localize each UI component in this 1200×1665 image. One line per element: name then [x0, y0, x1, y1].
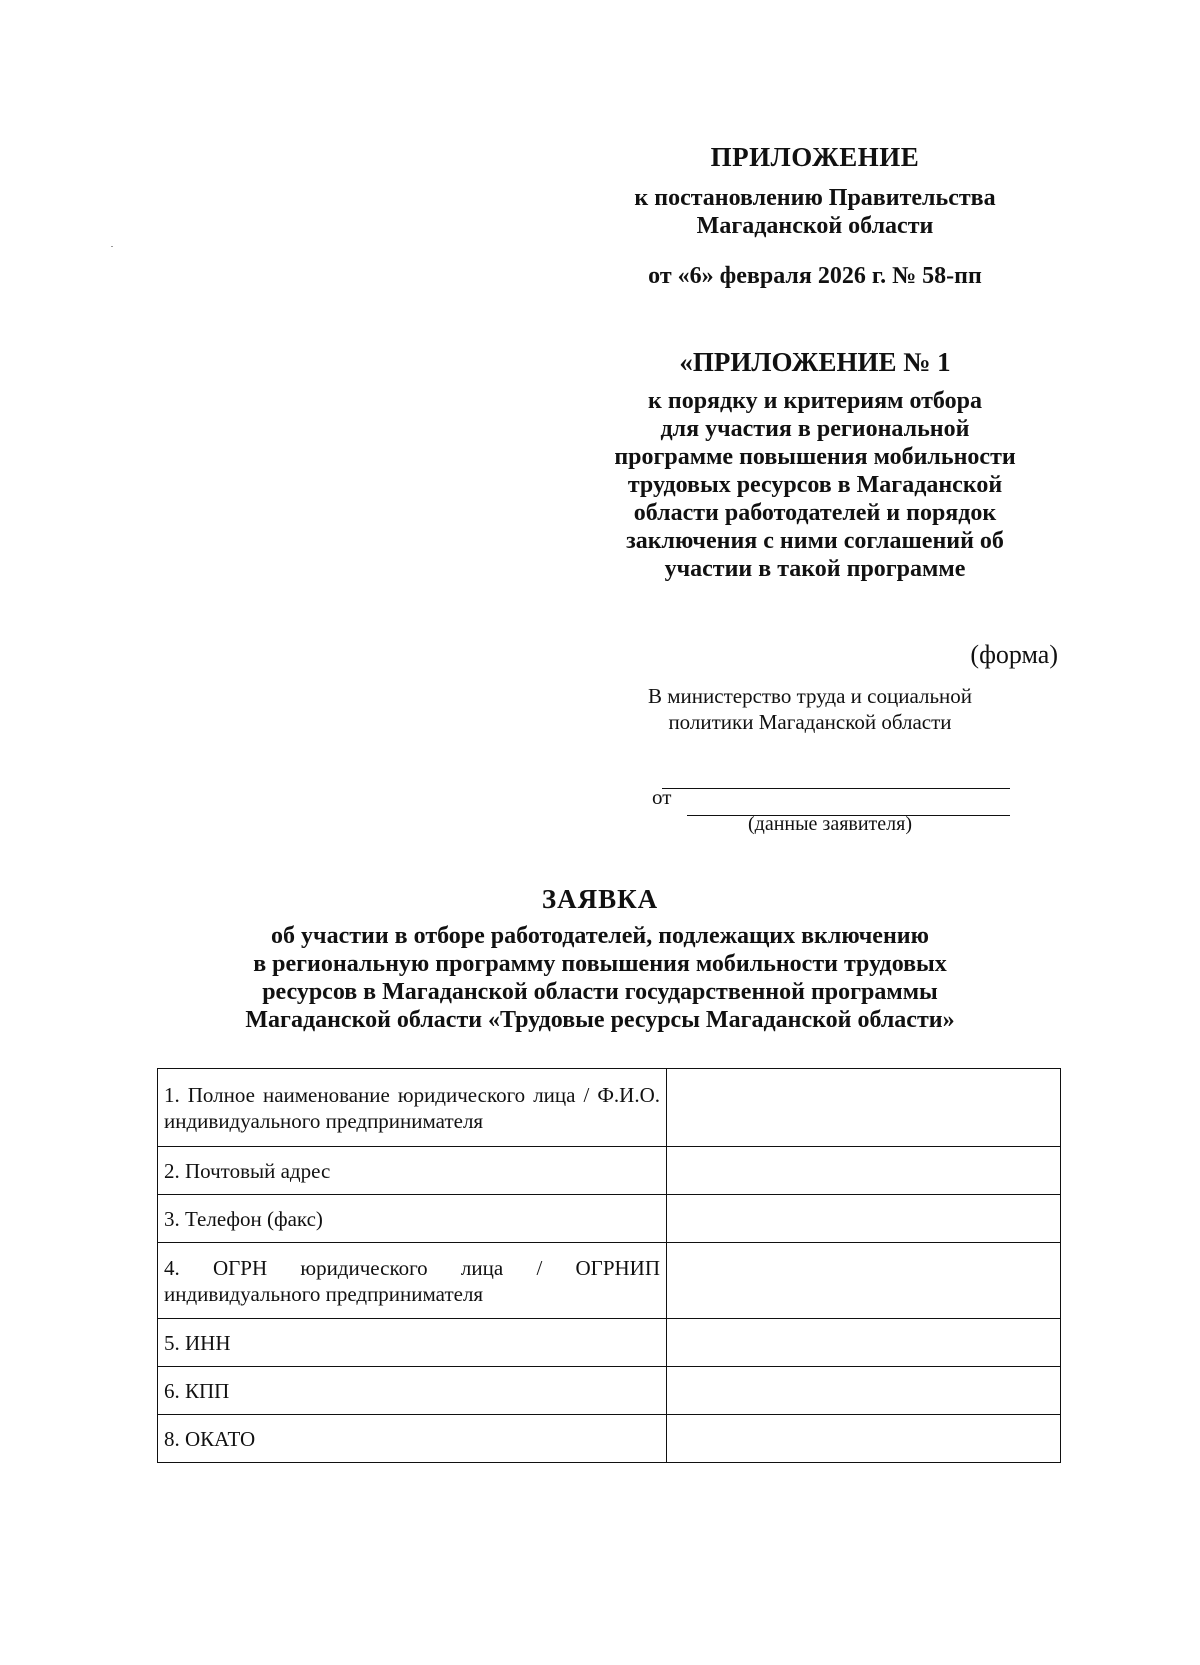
- appendix1-title: «ПРИЛОЖЕНИЕ № 1: [679, 347, 951, 377]
- appendix-title: ПРИЛОЖЕНИЕ: [710, 142, 920, 172]
- appendix-to-decree: [555, 184, 1075, 240]
- table-row: [158, 1319, 1061, 1367]
- table-row: [158, 1243, 1061, 1319]
- appendix1-subtitle-line: участии в такой программе: [664, 556, 966, 582]
- appendix1-subtitle-line: области работодателей и порядок: [633, 500, 997, 526]
- appendix1-subtitle: [555, 387, 1075, 583]
- row-label-postal-address: 2. Почтовый адрес: [158, 1147, 667, 1195]
- table-row: [158, 1069, 1061, 1147]
- table-row: [158, 1415, 1061, 1463]
- row-value-full-name[interactable]: [667, 1069, 1061, 1147]
- application-subtitle-line: ресурсов в Магаданской области государственной программы: [262, 979, 938, 1005]
- row-label-okato: 8. ОКАТО: [158, 1415, 667, 1463]
- appendix1-subtitle-line: программе повышения мобильности: [614, 444, 1016, 470]
- row-label-full-name: 1. Полное наименование юридического лица / Ф.И.О. индивидуального предпринимателя: [158, 1069, 667, 1147]
- application-subtitle: [150, 922, 1050, 1034]
- appendix1-subtitle-line: для участия в региональной: [660, 416, 970, 442]
- application-subtitle-line: об участии в отборе работодателей, подлежащих включению: [271, 923, 929, 949]
- row-value-ogrn[interactable]: [667, 1243, 1061, 1319]
- from-label: от: [652, 785, 672, 809]
- application-table: [157, 1068, 1061, 1463]
- table-row: [158, 1195, 1061, 1243]
- application-subtitle-line: в региональную программу повышения мобильности трудовых: [253, 951, 947, 977]
- addressee-blank-line[interactable]: [662, 788, 1010, 789]
- row-label-ogrn: 4. ОГРН юридического лица / ОГРНИП индивидуального предпринимателя: [158, 1243, 667, 1319]
- table-row: [158, 1367, 1061, 1415]
- appendix1-subtitle-line: трудовых ресурсов в Магаданской: [627, 472, 1003, 498]
- row-value-postal-address[interactable]: [667, 1147, 1061, 1195]
- row-value-inn[interactable]: [667, 1319, 1061, 1367]
- addressee-line2: политики Магаданской области: [668, 710, 952, 734]
- scan-speck: [111, 246, 113, 247]
- addressee-block: [595, 683, 1025, 735]
- decree-date-number: от «6» февраля 2026 г. № 58-пп: [648, 263, 982, 289]
- appendix1-subtitle-line: к порядку и критериям отбора: [648, 388, 982, 414]
- table-row: [158, 1147, 1061, 1195]
- application-title: ЗАЯВКА: [541, 884, 659, 914]
- row-label-kpp: 6. КПП: [158, 1367, 667, 1415]
- row-value-kpp[interactable]: [667, 1367, 1061, 1415]
- appendix-to-decree-line1: к постановлению Правительства: [634, 185, 996, 211]
- application-subtitle-line: Магаданской области «Трудовые ресурсы Магаданской области»: [245, 1007, 955, 1033]
- row-value-phone[interactable]: [667, 1195, 1061, 1243]
- form-label: (форма): [970, 640, 1058, 669]
- applicant-caption: (данные заявителя): [747, 813, 912, 835]
- appendix-to-decree-line2: Магаданской области: [696, 213, 934, 239]
- row-label-inn: 5. ИНН: [158, 1319, 667, 1367]
- appendix1-subtitle-line: заключения с ними соглашений об: [626, 528, 1004, 554]
- row-label-phone: 3. Телефон (факс): [158, 1195, 667, 1243]
- addressee-line1: В министерство труда и социальной: [647, 684, 972, 708]
- row-value-okato[interactable]: [667, 1415, 1061, 1463]
